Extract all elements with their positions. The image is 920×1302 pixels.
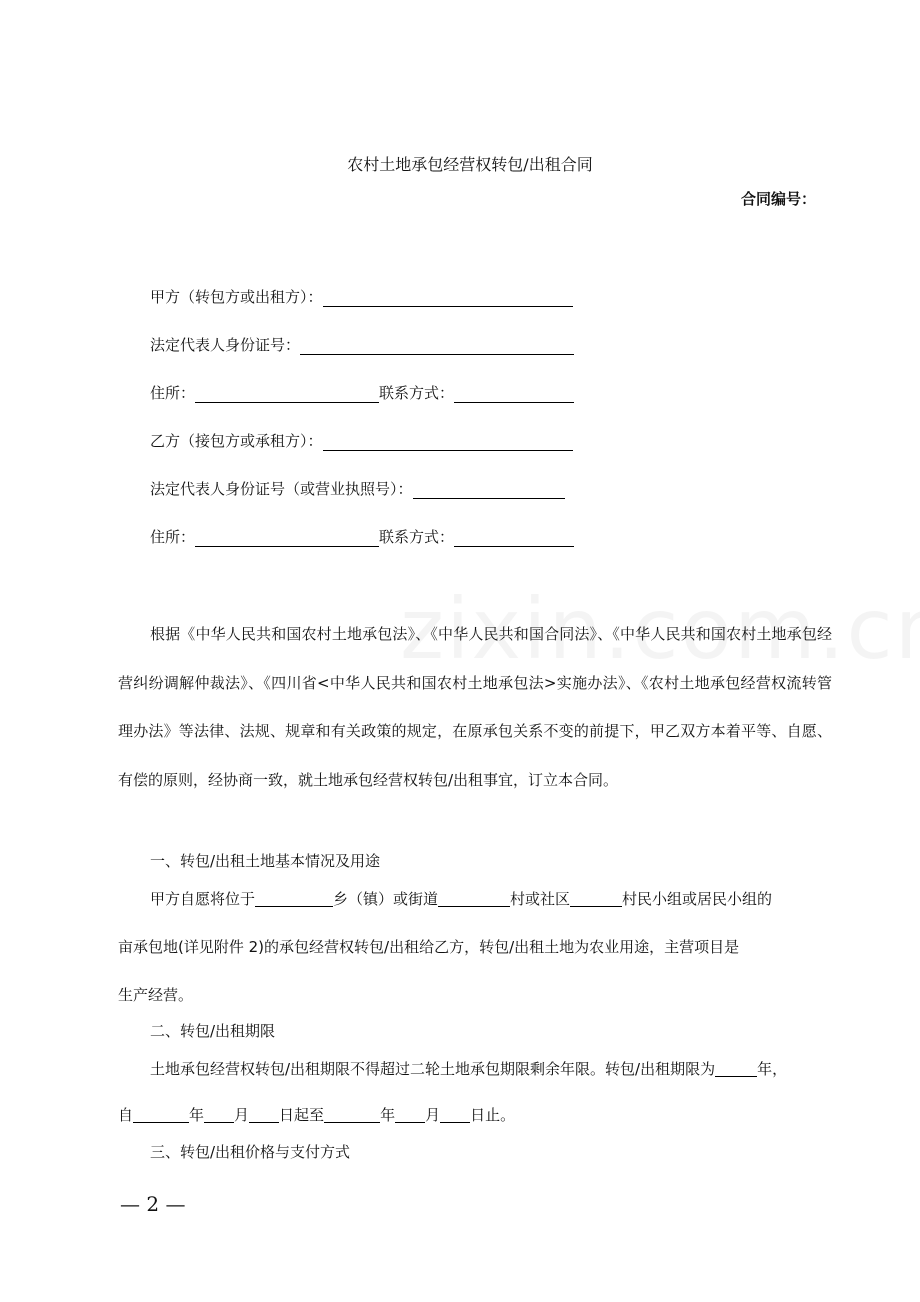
party-b-id-field — [150, 478, 565, 499]
year2-label: 年 — [380, 1106, 396, 1124]
party-a-contact-blank[interactable] — [454, 386, 574, 403]
party-a-contact-label: 联系方式： — [379, 384, 455, 402]
party-a-id-blank[interactable] — [300, 338, 574, 355]
party-b-blank[interactable] — [323, 434, 573, 451]
section-1-heading: 一、转包/出租土地基本情况及用途 — [150, 852, 381, 870]
party-b-contact-label: 联系方式： — [379, 528, 455, 546]
section-2-line-2 — [118, 1104, 515, 1125]
village-blank[interactable] — [438, 890, 510, 907]
section-1-text-4: 村民小组或居民小组的 — [622, 890, 773, 908]
section-2-text: 土地承包经营权转包/出租期限不得超过二轮土地承包期限剩余年限。转包/出租期限为 — [150, 1060, 716, 1078]
month-label: 月 — [234, 1106, 250, 1124]
party-a-blank[interactable] — [323, 290, 573, 307]
party-b-address-blank[interactable] — [195, 530, 379, 547]
start-year-blank[interactable] — [133, 1106, 189, 1123]
party-a-id-field — [150, 334, 574, 355]
page-number: — 2 — — [120, 1192, 186, 1216]
party-a-field — [150, 286, 573, 307]
party-b-id-blank[interactable] — [413, 482, 565, 499]
party-a-label: 甲方（转包方或出租方）： — [150, 288, 323, 306]
start-day-blank[interactable] — [249, 1106, 279, 1123]
term-years-blank[interactable] — [715, 1060, 757, 1077]
party-b-id-label: 法定代表人身份证号（或营业执照号）： — [150, 480, 413, 498]
section-2-line-1 — [150, 1058, 787, 1079]
party-b-field — [150, 430, 573, 451]
group-blank[interactable] — [570, 890, 622, 907]
party-a-address-label: 住所： — [150, 384, 196, 402]
contract-number-label: 合同编号： — [740, 190, 816, 208]
party-a-address-blank[interactable] — [195, 386, 379, 403]
end-day-blank[interactable] — [440, 1106, 470, 1123]
from-label: 自 — [118, 1106, 134, 1124]
party-b-address-field — [150, 526, 574, 547]
section-2-heading: 二、转包/出租期限 — [150, 1022, 276, 1040]
end-year-blank[interactable] — [324, 1106, 380, 1123]
section-1-text-3: 村或社区 — [510, 890, 571, 908]
year-label: 年 — [189, 1106, 205, 1124]
start-month-blank[interactable] — [204, 1106, 234, 1123]
party-b-address-label: 住所： — [150, 528, 196, 546]
party-b-label: 乙方（接包方或承租方）： — [150, 432, 323, 450]
section-1-text-1: 甲方自愿将位于 — [150, 890, 256, 908]
section-2-text-end: 年， — [757, 1060, 788, 1078]
party-b-contact-blank[interactable] — [454, 530, 574, 547]
party-a-id-label: 法定代表人身份证号： — [150, 336, 301, 354]
section-3-heading: 三、转包/出租价格与支付方式 — [150, 1143, 351, 1161]
document-title: 农村土地承包经营权转包/出租合同 — [347, 155, 593, 174]
party-a-address-field — [150, 382, 574, 403]
section-1-line-3: 生产经营。 — [118, 986, 194, 1004]
section-1-line-1 — [150, 888, 772, 909]
end-month-blank[interactable] — [395, 1106, 425, 1123]
section-1-line-2: 亩承包地(详见附件 2)的承包经营权转包/出租给乙方，转包/出租土地为农业用途，主营项目是 — [118, 938, 740, 956]
day-from-label: 日起至 — [279, 1106, 325, 1124]
preamble-paragraph: 根据《中华人民共和国农村土地承包法》、《中华人民共和国合同法》、《中华人民共和国农村土地承包经营纠纷调解仲裁法》、《四川省<中华人民共和国农村土地承包法>实施办法》、《农村土地承包经营权流转管理办法》等法律、法规、规章和有关政策的规定，在原承包关系不变的前提下，甲乙双方本着平等、自愿、有偿的原则，经协商一致，就土地承包经营权转包/出租事宜，订立本合同。 — [118, 625, 832, 789]
day-to-label: 日止。 — [470, 1106, 516, 1124]
township-blank[interactable] — [255, 890, 333, 907]
section-1-text-2: 乡（镇）或街道 — [333, 890, 439, 908]
month2-label: 月 — [425, 1106, 441, 1124]
